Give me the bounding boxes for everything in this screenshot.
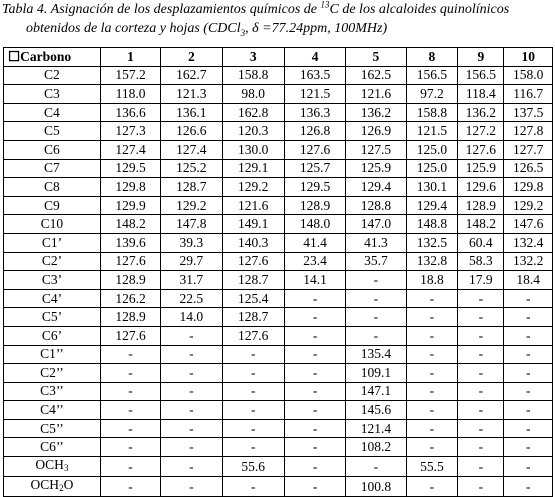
table-cell: 126.2 xyxy=(100,289,160,308)
table-row xyxy=(4,215,553,234)
row-label: C10 xyxy=(4,215,101,234)
table-cell: - xyxy=(504,457,553,477)
table-cell: 130.0 xyxy=(222,140,284,159)
table-cell: - xyxy=(284,477,345,497)
table-cell: 98.0 xyxy=(222,85,284,104)
table-cell: 136.6 xyxy=(100,103,160,122)
table-cell: 127.7 xyxy=(504,140,553,159)
table-cell: - xyxy=(100,419,160,438)
table-cell: 121.6 xyxy=(222,196,284,215)
table-cell: - xyxy=(284,457,345,477)
table-cell: - xyxy=(161,382,222,401)
table-cell: 41.4 xyxy=(284,233,345,252)
table-cell: - xyxy=(458,477,504,497)
table-cell: 128.9 xyxy=(100,271,160,290)
table-cell: 126.5 xyxy=(504,159,553,178)
table-row xyxy=(4,401,553,420)
table-cell: 147.1 xyxy=(346,382,406,401)
table-cell: 118.4 xyxy=(458,85,504,104)
table-cell: 109.1 xyxy=(346,364,406,383)
table-row xyxy=(4,477,553,497)
table-cell: 128.7 xyxy=(222,271,284,290)
column-header-2: 2 xyxy=(161,48,222,67)
table-cell: 135.4 xyxy=(346,345,406,364)
table-row xyxy=(4,140,553,159)
table-cell: 129.5 xyxy=(100,159,160,178)
table-cell: - xyxy=(504,345,553,364)
table-cell: - xyxy=(284,401,345,420)
table-cell: - xyxy=(406,364,458,383)
table-cell: 118.0 xyxy=(100,85,160,104)
table-row xyxy=(4,326,553,345)
table-cell: 128.8 xyxy=(346,196,406,215)
table-cell: 127.8 xyxy=(504,122,553,141)
table-cell: - xyxy=(284,419,345,438)
table-caption xyxy=(2,0,553,38)
row-label: C6’ xyxy=(4,326,101,345)
table-cell: 125.2 xyxy=(161,159,222,178)
table-cell: 162.8 xyxy=(222,103,284,122)
table-cell: 127.6 xyxy=(222,326,284,345)
row-label: C5’’ xyxy=(4,419,101,438)
table-cell: 149.1 xyxy=(222,215,284,234)
table-cell: 130.1 xyxy=(406,178,458,197)
table-row xyxy=(4,85,553,104)
table-cell: - xyxy=(458,364,504,383)
table-cell: - xyxy=(346,326,406,345)
table-cell: - xyxy=(100,457,160,477)
table-cell: - xyxy=(284,438,345,457)
table-cell: 100.8 xyxy=(346,477,406,497)
table-cell: 129.2 xyxy=(161,196,222,215)
table-cell: 23.4 xyxy=(284,252,345,271)
column-header-8: 8 xyxy=(406,48,458,67)
row-label: C4’’ xyxy=(4,401,101,420)
table-cell: 116.7 xyxy=(504,85,553,104)
table-cell: 14.0 xyxy=(161,308,222,327)
table-cell: 147.8 xyxy=(161,215,222,234)
table-row xyxy=(4,289,553,308)
table-cell: - xyxy=(161,419,222,438)
row-label: C6 xyxy=(4,140,101,159)
row-label: C3’’ xyxy=(4,382,101,401)
table-cell: - xyxy=(222,345,284,364)
table-cell: - xyxy=(161,326,222,345)
column-header-3: 3 xyxy=(222,48,284,67)
table-cell: - xyxy=(222,438,284,457)
row-label: C4 xyxy=(4,103,101,122)
table-cell: 145.6 xyxy=(346,401,406,420)
table-cell: 148.2 xyxy=(458,215,504,234)
table-cell: 129.9 xyxy=(100,196,160,215)
table-row xyxy=(4,159,553,178)
table-cell: - xyxy=(504,382,553,401)
table-row xyxy=(4,308,553,327)
table-cell: 129.1 xyxy=(222,159,284,178)
table-cell: 127.4 xyxy=(161,140,222,159)
table-cell: 121.5 xyxy=(284,85,345,104)
table-cell: - xyxy=(161,364,222,383)
table-cell: - xyxy=(346,308,406,327)
table-cell: - xyxy=(504,401,553,420)
table-cell: 125.0 xyxy=(406,140,458,159)
table-cell: 129.4 xyxy=(406,196,458,215)
table-cell: 128.7 xyxy=(161,178,222,197)
table-cell: 108.2 xyxy=(346,438,406,457)
table-cell: 158.8 xyxy=(222,66,284,85)
table-cell: 18.8 xyxy=(406,271,458,290)
column-header-9: 9 xyxy=(458,48,504,67)
table-cell: 139.6 xyxy=(100,233,160,252)
table-cell: - xyxy=(458,457,504,477)
table-cell: 128.7 xyxy=(222,308,284,327)
table-cell: 31.7 xyxy=(161,271,222,290)
table-cell: - xyxy=(504,289,553,308)
row-label: $OCH_2O$ xyxy=(4,477,101,497)
table-cell: 148.2 xyxy=(100,215,160,234)
table-cell: - xyxy=(504,326,553,345)
table-cell: 127.6 xyxy=(100,252,160,271)
table-cell: - xyxy=(222,401,284,420)
table-cell: 127.2 xyxy=(458,122,504,141)
chemical-shift-table xyxy=(3,47,553,497)
table-cell: - xyxy=(222,419,284,438)
table-cell: 127.3 xyxy=(100,122,160,141)
table-cell: - xyxy=(100,382,160,401)
table-cell: - xyxy=(504,308,553,327)
carbono-header: ☐Carbono xyxy=(4,48,101,67)
table-cell: 129.6 xyxy=(458,178,504,197)
table-cell: 39.3 xyxy=(161,233,222,252)
table-cell: - xyxy=(458,419,504,438)
table-cell: - xyxy=(406,289,458,308)
table-cell: 128.9 xyxy=(284,196,345,215)
table-cell: - xyxy=(406,308,458,327)
table-row xyxy=(4,271,553,290)
table-cell: 137.5 xyxy=(504,103,553,122)
table-cell: - xyxy=(284,382,345,401)
table-cell: 126.6 xyxy=(161,122,222,141)
table-cell: - xyxy=(161,345,222,364)
table-cell: 29.7 xyxy=(161,252,222,271)
table-body xyxy=(4,66,553,496)
table-cell: 128.9 xyxy=(100,308,160,327)
table-cell: - xyxy=(161,438,222,457)
column-header-4: 4 xyxy=(284,48,345,67)
table-cell: 127.4 xyxy=(100,140,160,159)
table-cell: - xyxy=(222,364,284,383)
table-cell: - xyxy=(406,419,458,438)
table-cell: - xyxy=(504,364,553,383)
isotope-superscript: 13 xyxy=(320,0,330,10)
table-cell: 121.6 xyxy=(346,85,406,104)
table-cell: - xyxy=(458,438,504,457)
table-cell: 125.9 xyxy=(458,159,504,178)
table-cell: - xyxy=(458,382,504,401)
table-cell: 147.0 xyxy=(346,215,406,234)
table-cell: 58.3 xyxy=(458,252,504,271)
table-cell: - xyxy=(504,477,553,497)
table-cell: - xyxy=(346,271,406,290)
table-row xyxy=(4,382,553,401)
row-label: C4’ xyxy=(4,289,101,308)
table-row xyxy=(4,438,553,457)
table-cell: - xyxy=(346,289,406,308)
table-cell: 125.9 xyxy=(346,159,406,178)
row-label-subscript: 2 xyxy=(59,483,64,494)
table-cell: - xyxy=(458,345,504,364)
table-cell: 148.0 xyxy=(284,215,345,234)
table-cell: - xyxy=(161,477,222,497)
table-cell: 132.2 xyxy=(504,252,553,271)
table-cell: - xyxy=(406,401,458,420)
table-cell: - xyxy=(406,477,458,497)
table-row xyxy=(4,103,553,122)
table-row xyxy=(4,345,553,364)
checkbox-glyph-icon: ☐ xyxy=(8,48,21,64)
table-cell: - xyxy=(458,289,504,308)
table-cell: 125.0 xyxy=(406,159,458,178)
table-cell: 129.2 xyxy=(222,178,284,197)
table-row xyxy=(4,364,553,383)
table-cell: 157.2 xyxy=(100,66,160,85)
table-cell: - xyxy=(284,364,345,383)
table-cell: 55.5 xyxy=(406,457,458,477)
table-cell: 22.5 xyxy=(161,289,222,308)
table-cell: - xyxy=(284,345,345,364)
table-cell: 125.4 xyxy=(222,289,284,308)
table-cell: 136.2 xyxy=(346,103,406,122)
table-row xyxy=(4,122,553,141)
row-label: C5 xyxy=(4,122,101,141)
table-cell: - xyxy=(406,345,458,364)
table-cell: 148.8 xyxy=(406,215,458,234)
table-cell: 127.6 xyxy=(284,140,345,159)
table-cell: 17.9 xyxy=(458,271,504,290)
table-cell: 156.5 xyxy=(458,66,504,85)
table-row xyxy=(4,252,553,271)
table-cell: 129.2 xyxy=(504,196,553,215)
table-cell: - xyxy=(100,345,160,364)
table-cell: - xyxy=(406,382,458,401)
table-cell: 126.8 xyxy=(284,122,345,141)
table-cell: 158.0 xyxy=(504,66,553,85)
table-cell: 55.6 xyxy=(222,457,284,477)
row-label: C2 xyxy=(4,66,101,85)
table-cell: - xyxy=(458,308,504,327)
table-cell: - xyxy=(161,457,222,477)
table-cell: - xyxy=(458,326,504,345)
table-cell: 147.6 xyxy=(504,215,553,234)
table-cell: 97.2 xyxy=(406,85,458,104)
table-row xyxy=(4,66,553,85)
table-cell: 129.8 xyxy=(504,178,553,197)
table-row xyxy=(4,233,553,252)
table-cell: - xyxy=(504,419,553,438)
row-label: C5’ xyxy=(4,308,101,327)
table-cell: 35.7 xyxy=(346,252,406,271)
table-cell: 127.6 xyxy=(458,140,504,159)
table-cell: 126.9 xyxy=(346,122,406,141)
column-header-10: 10 xyxy=(504,48,553,67)
table-cell: 132.4 xyxy=(504,233,553,252)
table-cell: - xyxy=(346,457,406,477)
table-cell: 129.5 xyxy=(284,178,345,197)
row-label: C7 xyxy=(4,159,101,178)
table-cell: - xyxy=(406,438,458,457)
table-cell: 121.4 xyxy=(346,419,406,438)
table-cell: - xyxy=(284,326,345,345)
table-cell: - xyxy=(458,401,504,420)
table-cell: 163.5 xyxy=(284,66,345,85)
table-row xyxy=(4,457,553,477)
row-label: C8 xyxy=(4,178,101,197)
caption-line1: Tabla 4. Asignación de los desplazamientos químicos de $^{13}$C de los alcaloides quinolínicos xyxy=(2,0,510,17)
table-cell: 121.5 xyxy=(406,122,458,141)
table-cell: 162.5 xyxy=(346,66,406,85)
row-label: C2’ xyxy=(4,252,101,271)
table-row xyxy=(4,178,553,197)
table-cell: 140.3 xyxy=(222,233,284,252)
table-cell: - xyxy=(100,438,160,457)
table-cell: 136.1 xyxy=(161,103,222,122)
table-cell: - xyxy=(284,308,345,327)
table-cell: 60.4 xyxy=(458,233,504,252)
row-label: $OCH_3$ xyxy=(4,457,101,477)
caption-line2: obtenidos de la corteza y hojas (CDCl$_3$, δ =77.24ppm, 100MHz) xyxy=(26,21,388,38)
table-cell: - xyxy=(222,382,284,401)
row-label: C1’ xyxy=(4,233,101,252)
table-cell: 132.5 xyxy=(406,233,458,252)
table-cell: 129.4 xyxy=(346,178,406,197)
table-cell: 136.3 xyxy=(284,103,345,122)
table-cell: 127.6 xyxy=(100,326,160,345)
row-label: C6’’ xyxy=(4,438,101,457)
row-label: C2’’ xyxy=(4,364,101,383)
table-cell: 136.2 xyxy=(458,103,504,122)
table-cell: - xyxy=(284,289,345,308)
table-cell: 129.8 xyxy=(100,178,160,197)
table-cell: 120.3 xyxy=(222,122,284,141)
table-cell: 125.7 xyxy=(284,159,345,178)
column-header-1: 1 xyxy=(100,48,160,67)
table-cell: 156.5 xyxy=(406,66,458,85)
table-cell: - xyxy=(161,401,222,420)
table-cell: 121.3 xyxy=(161,85,222,104)
solvent-subscript: 3 xyxy=(240,27,246,38)
row-label: C3 xyxy=(4,85,101,104)
table-cell: 158.8 xyxy=(406,103,458,122)
header-row xyxy=(4,48,553,67)
table-row xyxy=(4,196,553,215)
row-label: C9 xyxy=(4,196,101,215)
table-cell: - xyxy=(100,401,160,420)
table-cell: 41.3 xyxy=(346,233,406,252)
table-cell: 18.4 xyxy=(504,271,553,290)
table-cell: 132.8 xyxy=(406,252,458,271)
table-cell: - xyxy=(406,326,458,345)
table-cell: 128.9 xyxy=(458,196,504,215)
table-cell: - xyxy=(222,477,284,497)
column-header-5: 5 xyxy=(346,48,406,67)
row-label-subscript: 3 xyxy=(63,463,69,474)
table-row xyxy=(4,419,553,438)
table-cell: - xyxy=(100,477,160,497)
row-label: C1’’ xyxy=(4,345,101,364)
table-cell: 162.7 xyxy=(161,66,222,85)
table-cell: 14.1 xyxy=(284,271,345,290)
table-cell: - xyxy=(504,438,553,457)
table-cell: 127.6 xyxy=(222,252,284,271)
table-cell: 127.5 xyxy=(346,140,406,159)
table-cell: - xyxy=(100,364,160,383)
row-label: C3’ xyxy=(4,271,101,290)
